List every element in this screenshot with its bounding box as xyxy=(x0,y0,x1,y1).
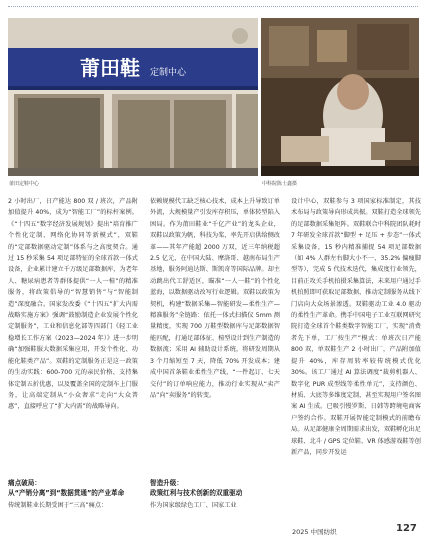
article-column-2: 依赖规模代工缺乏核心技术，成本上升导致订单外流，大规模量产引发库存积压，单体转型陷入困局。作为莆田鞋业“千亿产业”的龙头企业，双鞋以政策为帆，科技为桨，率先开启供给侧改革——其年产能超 2000 万双，近三年纳税超 2.5 亿元，在中国大陆、摩洛哥、越南布局生产基地，服务阿迪达斯、斯凯奇等国际品牌。却主动跳出代工舒适区，瞄准“一人一鞋”的个性化蓝海，以数据驱动改写行业逻辑。双鞋以政策为契机，构建“数据采集—智能研发—柔性生产—精准服务”全链路：依托一体式扫描仪 5mm 测量精度，实现 700 万鞋型数据库与足部数据智能匹配，打通足部体征、楦型设计到生产制造的数据流；采用 AI 辅助设计系统，将研发周期从 3 个月缩短至 7 天，降低 70% 开发成本；建成中国首条鞋业柔性生产线，“一件起订、七天交付”的订单响应能力，推动行业实现从“卖产品”向“卖服务”的转变。 xyxy=(150,198,280,399)
section-heading-pain-points-line1: 痛点破局： xyxy=(8,479,41,487)
photo-caption-storefront: 莆田定鞋中心 xyxy=(9,181,40,187)
top-dotted-rule xyxy=(8,6,418,7)
workshop-illustration xyxy=(261,18,419,176)
photo-caption-workshop: 中科院陈士鑫摄 xyxy=(262,181,298,187)
shop-sign-text: 莆田鞋 xyxy=(80,56,140,80)
section-heading-pain-points xyxy=(8,478,138,498)
section-heading-smart-upgrade xyxy=(150,478,280,498)
article-column-3: 设计中心，双鞋参与 3 项国家标准制定，其技术布局与政策导向形成共振。双鞋打造全球领先的足部数据采集矩阵。双鞋联合中科院团队耗时 7 年研发全球首款“脚型 + 足压 + 步态”一体式采集设备，15 秒内精准捕捉 54 项足部数据（如 4% 人群左右脚大小不一、35.2% 偏瘦脚型等），完成 5 代技术迭代，集成度行业领先，目前正攻关手机拍摄采集算法，未来用户通过手机拍照即可获取足部数据，推动定制服务从线下门店向大众场景渗透。双鞋驱动工业 4.0 驱动的柔性生产革命。携手中国电子工业互联网研究院打造全球首个鞋类数字智能工厂，实现“消费者先下单，工厂按生产”模式：单班次日产能 800 双，单双鞋生产 2 小时出厂，产品附加值提升 40%，库存周转率较传统模式优化 30%。该工厂通过 AI 算法调度“裁剪机器人、数字化 PUR 成型线等柔性单元”，支持颜色、材质、大底等多维度定制，甚至实现用户签名图案 AI 生成。已吸引慢罗斯、日韩等跨境电商客户签约合作。双鞋开展智能定制模式的前瞻布局。从足部健康全周期需求出发，双鞋孵化出足球鞋、北斗 / GPS 定位鞋、VR 体感游戏鞋等创新产品，同步开发运 xyxy=(291,198,421,456)
svg-text:定制中心: 定制中心 xyxy=(150,68,187,78)
photo-workshop xyxy=(261,18,419,176)
storefront-illustration xyxy=(8,18,258,176)
section-2-lead-text: 作为国家级绿色工厂、国家工业 xyxy=(150,502,237,509)
section-1-lead-text: 传统制鞋业长期受困于“三高”痛点： xyxy=(8,502,108,509)
article-column-1: 2 小时出厂，日产能达 800 双 / 班次，产品附加值提升 40%，成为“智能工厂”的标杆案例。《“十四五”数字经济发展规划》提出“培育推广个性化定制、网络化协同等新模式”，双鞋的“定部数据驱动定制”体系与之高度契合。通过 15 秒采集 54 项足部特征的全球首款一体式设备，企业累计建立千万级足部数据库，为老年人、糖尿病患者等群体提供“一人一楦”的精准服务，将政策倡导的“智慧销售”与“智能制造”深度融合。国家发改委《“十四五”扩大内需战略实施方案》强调“鼓励制造企业发展个性化定制服务”，工业和信息化部等四部门《轻工业稳增长工作方案（2023—2024 年）》进一步明确“加强鞋服大数据采集应用，开发个性化、功能化鞋类产品”。双鞋的定制服务正是这一政策的生动实践：600-700 元的亲民价格、支持集体定制五折优惠，以及覆盖全国的定制车上门服务，让高端定制从“小众奢求”走向“大众普惠”，直接呼应了“扩大内需”的战略导向。 xyxy=(8,198,138,411)
page-number: 127 xyxy=(396,523,417,534)
section-heading-smart-upgrade-line1: 智造升级： xyxy=(150,479,183,487)
section-heading-smart-upgrade-line2: 政策红利与技术创新的双重驱动 xyxy=(150,489,243,497)
photo-storefront xyxy=(8,18,258,176)
magazine-folio: 2025 中国纺织 xyxy=(292,528,337,536)
section-heading-pain-points-line2: 从“产销分离”到“数据贯通”的产业革命 xyxy=(8,489,125,497)
